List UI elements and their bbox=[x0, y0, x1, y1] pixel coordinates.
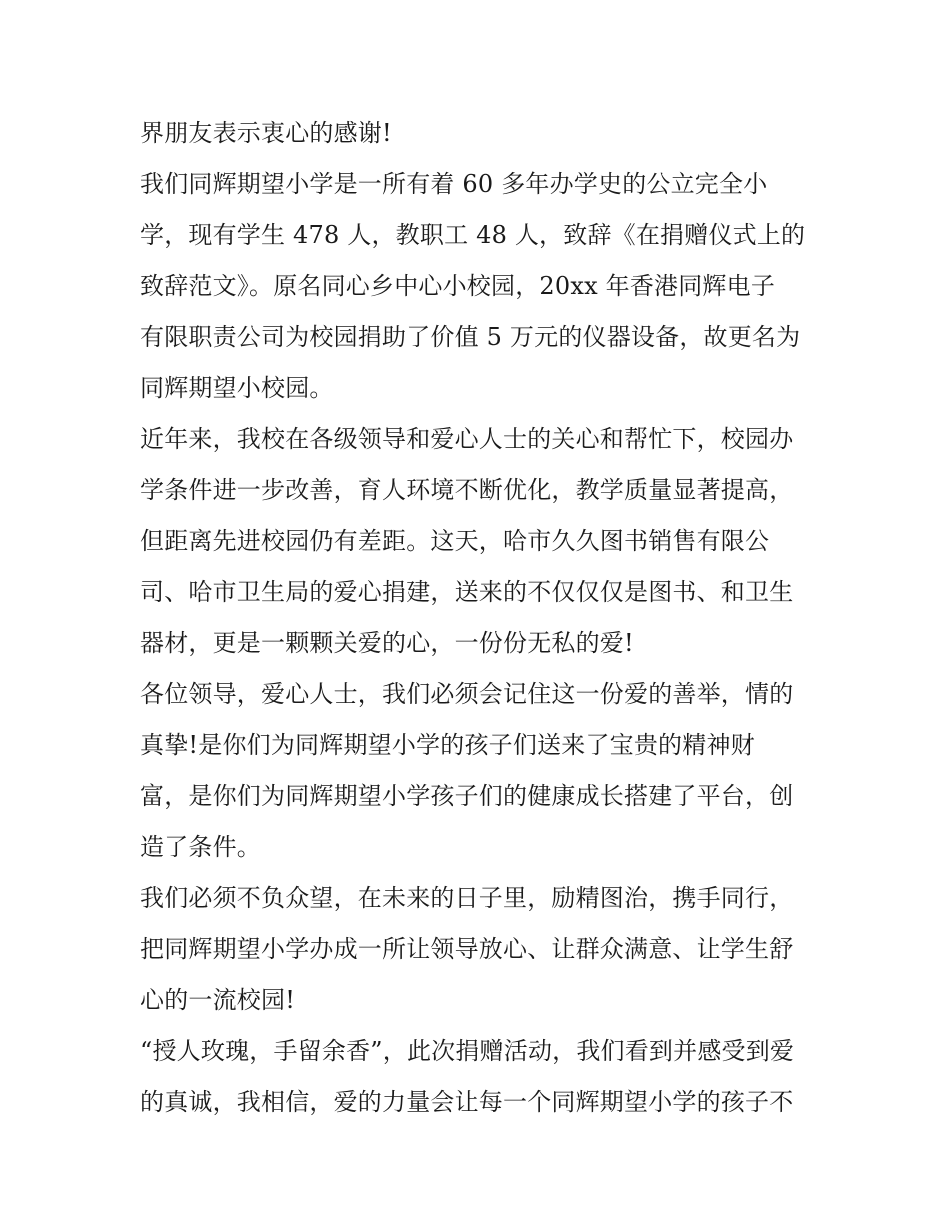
text-line: “授人玫瑰，手留余香”，此次捐赠活动，我们看到并感受到爱 bbox=[140, 1037, 795, 1065]
text-line: 真挚!是你们为同辉期望小学的孩子们送来了宝贵的精神财 bbox=[140, 731, 755, 759]
text-line: 器材，更是一颗颗关爱的心，一份份无私的爱! bbox=[140, 629, 634, 657]
text-line: 司、哈市卫生局的爱心捐建，送来的不仅仅仅是图书、和卫生 bbox=[140, 578, 794, 606]
text-line: 我们同辉期望小学是一所有着 60 多年办学史的公立完全小 bbox=[140, 170, 768, 198]
text-line: 界朋友表示衷心的感谢! bbox=[140, 119, 392, 147]
text-line: 把同辉期望小学办成一所让领导放心、让群众满意、让学生舒 bbox=[140, 935, 794, 963]
text-line: 我们必须不负众望，在未来的日子里，励精图治，携手同行， bbox=[140, 884, 794, 912]
text-line: 但距离先进校园仍有差距。这天，哈市久久图书销售有限公 bbox=[140, 527, 770, 555]
text-line: 学，现有学生 478 人，教职工 48 人，致辞《在捐赠仪式上的 bbox=[140, 221, 806, 249]
text-line: 心的一流校园! bbox=[140, 986, 296, 1014]
text-line: 学条件进一步改善，育人环境不断优化，教学质量显著提高， bbox=[140, 476, 794, 504]
text-line: 的真诚，我相信，爱的力量会让每一个同辉期望小学的孩子不 bbox=[140, 1088, 794, 1116]
text-line: 同辉期望小校园。 bbox=[140, 374, 334, 402]
text-line: 富，是你们为同辉期望小学孩子们的健康成长搭建了平台，创 bbox=[140, 782, 794, 810]
text-line: 致辞范文》。原名同心乡中心小校园，20xx 年香港同辉电子 bbox=[140, 272, 776, 300]
text-line: 有限职责公司为校园捐助了价值 5 万元的仪器设备，故更名为 bbox=[140, 323, 801, 351]
text-line: 造了条件。 bbox=[140, 833, 261, 861]
text-line: 近年来，我校在各级领导和爱心人士的关心和帮忙下，校园办 bbox=[140, 425, 794, 453]
document-body bbox=[140, 108, 820, 1128]
text-line: 各位领导，爱心人士，我们必须会记住这一份爱的善举，情的 bbox=[140, 680, 794, 708]
